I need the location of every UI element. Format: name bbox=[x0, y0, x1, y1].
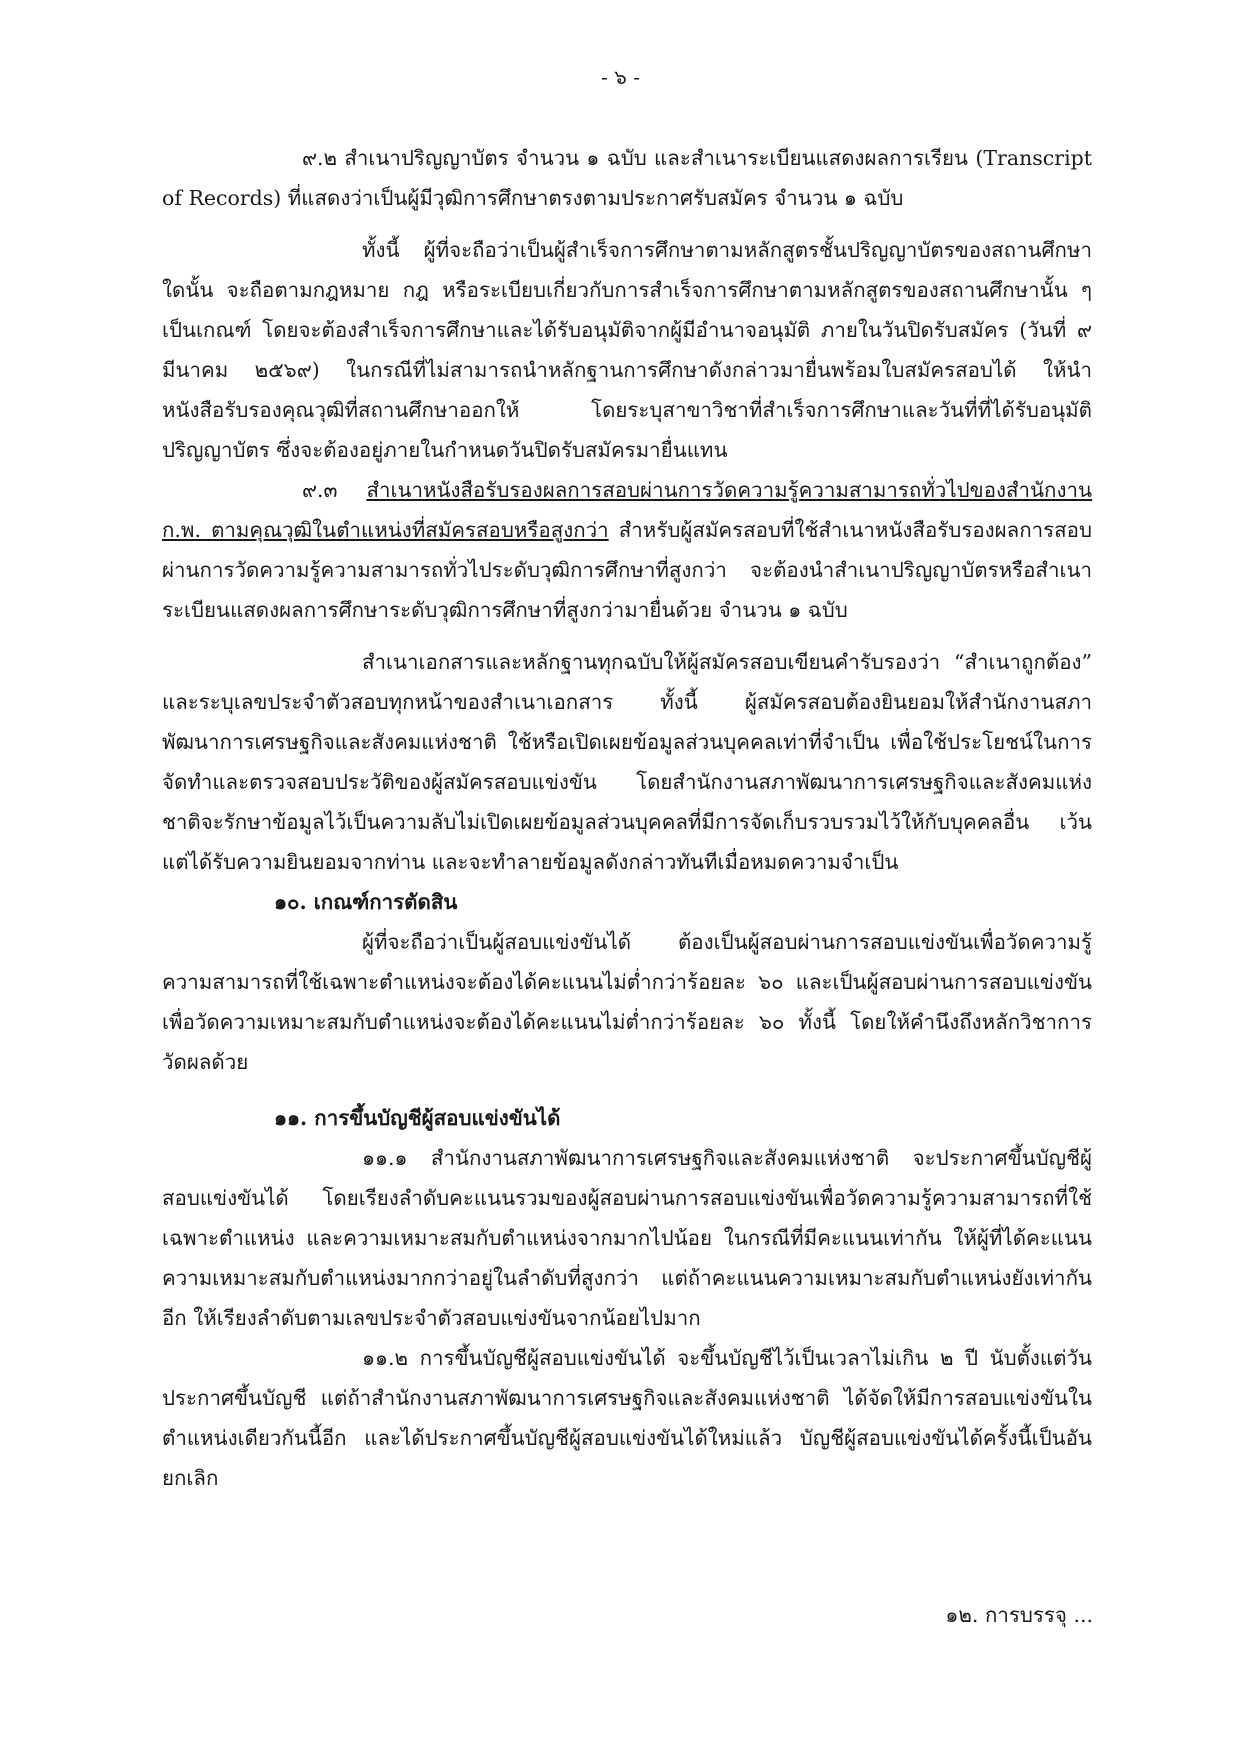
paragraph-section-10: ผู้ที่จะถือว่าเป็นผู้สอบแข่งขันได้ ต้องเป็นผู้สอบผ่านการสอบแข่งขันเพื่อวัดความรู้ความสามารถที่ใช้เฉพาะตำแหน่งจะต้องได้คะแนนไม่ต่ำกว่าร้อยละ ๖๐ และเป็นผู้สอบผ่านการสอบแข่งขันเพื่อวัดความเหมาะสมกับตำแหน่งจะต้องได้คะแนนไม่ต่ำกว่าร้อยละ ๖๐ ทั้งนี้ โดยให้คำนึงถึงหลักวิชาการวัดผลด้วย bbox=[162, 930, 1092, 1074]
next-page-continuation: ๑๒. การบรรจุ ... bbox=[945, 1603, 1093, 1627]
paragraph-9-3 bbox=[162, 470, 1092, 630]
paragraph-9-2-note: ทั้งนี้ ผู้ที่จะถือว่าเป็นผู้สำเร็จการศึกษาตามหลักสูตรชั้นปริญญาบัตรของสถานศึกษาใดนั้น จะถือตามกฎหมาย กฎ หรือระเบียบเกี่ยวกับการสำเร็จการศึกษาตามหลักสูตรของสถานศึกษานั้น ๆ เป็นเกณฑ์ โดยจะต้องสำเร็จการศึกษาและได้รับอนุมัติจากผู้มีอำนาจอนุมัติ ภายในวันปิดรับสมัคร (วันที่ ๙ มีนาคม ๒๕๖๙) ในกรณีที่ไม่สามารถนำหลักฐานการศึกษาดังกล่าวมายื่นพร้อมใบสมัครสอบได้ ให้นำหนังสือรับรองคุณวุฒิที่สถานศึกษาออกให้ โดยระบุสาขาวิชาที่สำเร็จการศึกษาและวันที่ที่ได้รับอนุมัติปริญญาบัตร ซึ่งจะต้องอยู่ภายในกำหนดวันปิดรับสมัครมายื่นแทน bbox=[162, 238, 1092, 462]
heading-section-10: ๑๐. เกณฑ์การตัดสิน bbox=[274, 890, 458, 914]
heading-section-11: ๑๑. การขึ้นบัญชีผู้สอบแข่งขันได้ bbox=[274, 1106, 561, 1130]
paragraph-9-3-rest: สำหรับผู้สมัครสอบที่ใช้สำเนาหนังสือรับรองผลการสอบผ่านการวัดความรู้ความสามารถทั่วไประดับวุฒิการศึกษาที่สูงกว่า จะต้องนำสำเนาปริญญาบัตรหรือสำเนาระเบียนแสดงผลการศึกษาระดับวุฒิการศึกษาที่สูงกว่ามายื่นด้วย จำนวน ๑ ฉบับ bbox=[162, 518, 1092, 622]
paragraph-11-1: ๑๑.๑ สำนักงานสภาพัฒนาการเศรษฐกิจและสังคมแห่งชาติ จะประกาศขึ้นบัญชีผู้สอบแข่งขันได้ โดยเรียงลำดับคะแนนรวมของผู้สอบผ่านการสอบแข่งขันเพื่อวัดความรู้ความสามารถที่ใช้เฉพาะตำแหน่ง และความเหมาะสมกับตำแหน่งจากมากไปน้อย ในกรณีที่มีคะแนนเท่ากัน ให้ผู้ที่ได้คะแนนความเหมาะสมกับตำแหน่งมากกว่าอยู่ในลำดับที่สูงกว่า แต่ถ้าคะแนนความเหมาะสมกับตำแหน่งยังเท่ากันอีก ให้เรียงลำดับตามเลขประจำตัวสอบแข่งขันจากน้อยไปมาก bbox=[162, 1146, 1092, 1330]
paragraph-9-3-underlined: สำเนาหนังสือรับรองผลการสอบผ่านการวัดความรู้ความสามารถทั่วไปของสำนักงาน ก.พ. ตามคุณวุฒิในตำแหน่งที่สมัครสอบหรือสูงกว่า bbox=[162, 478, 1092, 542]
paragraph-9-3-number: ๙.๓ bbox=[302, 478, 338, 502]
document-body bbox=[162, 138, 1092, 1498]
paragraph-9-2: ๙.๒ สำเนาปริญญาบัตร จำนวน ๑ ฉบับ และสำเนาระเบียนแสดงผลการเรียน (Transcript of Records) ที่แสดงว่าเป็นผู้มีวุฒิการศึกษาตรงตามประกาศรับสมัคร จำนวน ๑ ฉบับ bbox=[162, 146, 1092, 210]
paragraph-11-2: ๑๑.๒ การขึ้นบัญชีผู้สอบแข่งขันได้ จะขึ้นบัญชีไว้เป็นเวลาไม่เกิน ๒ ปี นับตั้งแต่วันประกาศขึ้นบัญชี แต่ถ้าสำนักงานสภาพัฒนาการเศรษฐกิจและสังคมแห่งชาติ ได้จัดให้มีการสอบแข่งขันในตำแหน่งเดียวกันนี้อีก และได้ประกาศขึ้นบัญชีผู้สอบแข่งขันได้ใหม่แล้ว บัญชีผู้สอบแข่งขันได้ครั้งนี้เป็นอันยกเลิก bbox=[162, 1346, 1092, 1490]
paragraph-document-certification: สำเนาเอกสารและหลักฐานทุกฉบับให้ผู้สมัครสอบเขียนคำรับรองว่า “สำเนาถูกต้อง” และระบุเลขประจำตัวสอบทุกหน้าของสำเนาเอกสาร ทั้งนี้ ผู้สมัครสอบต้องยินยอมให้สำนักงานสภาพัฒนาการเศรษฐกิจและสังคมแห่งชาติ ใช้หรือเปิดเผยข้อมูลส่วนบุคคลเท่าที่จำเป็น เพื่อใช้ประโยชน์ในการจัดทำและตรวจสอบประวัติของผู้สมัครสอบแข่งขัน โดยสำนักงานสภาพัฒนาการเศรษฐกิจและสังคมแห่งชาติจะรักษาข้อมูลไว้เป็นความลับไม่เปิดเผยข้อมูลส่วนบุคคลที่มีการจัดเก็บรวบรวมไว้ให้กับบุคคลอื่น เว้นแต่ได้รับความยินยอมจากท่าน และจะทำลายข้อมูลดังกล่าวทันทีเมื่อหมดความจำเป็น bbox=[162, 650, 1092, 874]
page-number: - ๖ - bbox=[601, 65, 640, 89]
